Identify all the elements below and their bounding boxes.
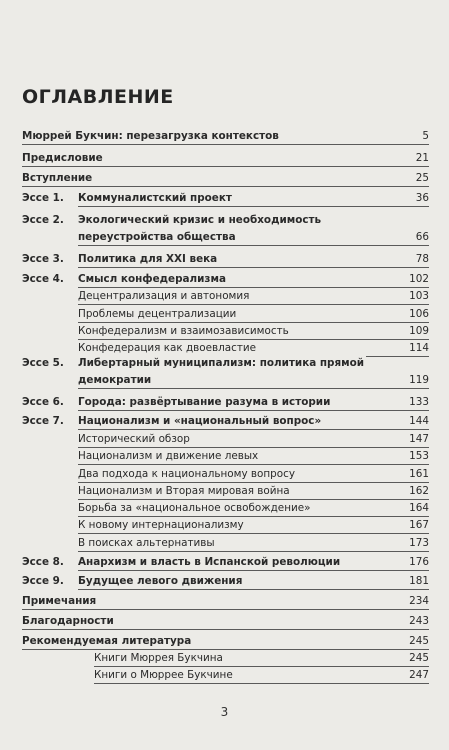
toc-entry bbox=[0, 554, 449, 572]
essay-number: Эссе 8. bbox=[22, 556, 64, 568]
toc-entry-title: Национализм и движение левых bbox=[78, 450, 259, 462]
toc-entry bbox=[0, 633, 449, 651]
toc-entry bbox=[0, 306, 449, 324]
toc-entry-title: Национализм и Вторая мировая война bbox=[78, 485, 290, 497]
toc-entry bbox=[0, 394, 449, 412]
toc-entry-page: 78 bbox=[415, 253, 429, 265]
toc-entry-page: 245 bbox=[409, 635, 429, 647]
leader-line bbox=[78, 551, 429, 552]
toc-entry-title: Анархизм и власть в Испанской революции bbox=[78, 556, 341, 568]
toc-entry bbox=[0, 190, 449, 208]
leader-line bbox=[78, 533, 429, 534]
toc-entry bbox=[0, 372, 449, 390]
toc-entry-page: 103 bbox=[409, 290, 429, 302]
toc-entry-title: Национализм и «национальный вопрос» bbox=[78, 415, 322, 427]
toc-entry-page: 173 bbox=[409, 537, 429, 549]
toc-entry-title: Конфедерация как двоевластие bbox=[78, 342, 257, 354]
toc-entry-page: 161 bbox=[409, 468, 429, 480]
toc-entry-title: Проблемы децентрализации bbox=[78, 308, 237, 320]
toc-entry-page: 164 bbox=[409, 502, 429, 514]
essay-number: Эссе 3. bbox=[22, 253, 64, 265]
toc-entry bbox=[0, 466, 449, 484]
toc-entry bbox=[0, 448, 449, 466]
toc-entry-page: 144 bbox=[409, 415, 429, 427]
leader-line bbox=[22, 186, 429, 187]
toc-entry-page: 36 bbox=[415, 192, 429, 204]
toc-entry-title: переустройства общества bbox=[78, 231, 236, 243]
toc-entry-title: Мюррей Букчин: перезагрузка контекстов bbox=[22, 130, 279, 142]
toc-entry-page: 162 bbox=[409, 485, 429, 497]
toc-entry bbox=[0, 650, 449, 668]
essay-number: Эссе 4. bbox=[22, 273, 64, 285]
toc-entry bbox=[0, 500, 449, 518]
leader-line bbox=[78, 429, 429, 430]
toc-entry-page: 243 bbox=[409, 615, 429, 627]
essay-number: Эссе 9. bbox=[22, 575, 64, 587]
toc-entry-page: 114 bbox=[409, 342, 429, 354]
leader-line bbox=[22, 609, 429, 610]
toc-entry-title: Экологический кризис и необходимость bbox=[78, 214, 322, 226]
toc-entry-page: 106 bbox=[409, 308, 429, 320]
toc-entry bbox=[0, 288, 449, 306]
toc-entry-title: В поисках альтернативы bbox=[78, 537, 215, 549]
toc-entry bbox=[0, 251, 449, 269]
toc-entry bbox=[0, 667, 449, 685]
toc-entry-title: Коммуналистский проект bbox=[78, 192, 232, 204]
leader-line bbox=[22, 144, 429, 145]
toc-entry-title: Книги о Мюррее Букчине bbox=[94, 669, 233, 681]
essay-number: Эссе 2. bbox=[22, 214, 64, 226]
toc-entry-page: 176 bbox=[409, 556, 429, 568]
toc-entry-page: 234 bbox=[409, 595, 429, 607]
leader-line bbox=[22, 166, 429, 167]
toc-entry-title: Борьба за «национальное освобождение» bbox=[78, 502, 311, 514]
leader-line bbox=[94, 683, 429, 684]
toc-entry-title: Примечания bbox=[22, 595, 97, 607]
essay-number: Эссе 6. bbox=[22, 396, 64, 408]
toc-entry bbox=[0, 573, 449, 591]
toc-entry bbox=[0, 229, 449, 247]
toc-entry bbox=[0, 128, 449, 146]
toc-entry-title: Вступление bbox=[22, 172, 93, 184]
leader-line bbox=[78, 206, 429, 207]
leader-line bbox=[78, 388, 429, 389]
toc-entry bbox=[0, 413, 449, 431]
toc-entry-page: 109 bbox=[409, 325, 429, 337]
toc-entry bbox=[0, 517, 449, 535]
toc-entry-title: Конфедерализм и взаимозависимость bbox=[78, 325, 289, 337]
toc-entry-title: Книги Мюррея Букчина bbox=[94, 652, 223, 664]
toc-entry-title: Смысл конфедерализма bbox=[78, 273, 226, 285]
toc-entry-page: 119 bbox=[409, 374, 429, 386]
toc-entry bbox=[0, 170, 449, 188]
toc-entry bbox=[0, 431, 449, 449]
essay-number: Эссе 1. bbox=[22, 192, 64, 204]
toc-entry-page: 153 bbox=[409, 450, 429, 462]
toc-entry bbox=[0, 271, 449, 289]
leader-line bbox=[78, 245, 429, 246]
leader-line bbox=[78, 304, 429, 305]
toc-entry bbox=[0, 355, 449, 373]
toc-entry-title: Благодарности bbox=[22, 615, 114, 627]
toc-entry-title: Политика для XXI века bbox=[78, 253, 218, 265]
toc-entry-page: 102 bbox=[409, 273, 429, 285]
toc-entry-title: Рекомендуемая литература bbox=[22, 635, 192, 647]
toc-entry-page: 247 bbox=[409, 669, 429, 681]
toc-entry-title: К новому интернационализму bbox=[78, 519, 244, 531]
toc-entry-title: Либертарный муниципализм: политика прямой bbox=[78, 357, 365, 369]
toc-entry bbox=[0, 212, 449, 230]
toc-entry bbox=[0, 483, 449, 501]
toc-entry-title: Города: развёртывание разума в истории bbox=[78, 396, 331, 408]
leader-line bbox=[78, 464, 429, 465]
essay-number: Эссе 5. bbox=[22, 357, 64, 369]
page-title: ОГЛАВЛЕНИЕ bbox=[22, 86, 174, 108]
page-number: 3 bbox=[220, 705, 229, 719]
toc-entry bbox=[0, 613, 449, 631]
toc-entry-title: Предисловие bbox=[22, 152, 103, 164]
toc-entry-page: 21 bbox=[415, 152, 429, 164]
toc-entry-title: демократии bbox=[78, 374, 152, 386]
toc-entry-page: 245 bbox=[409, 652, 429, 664]
toc-entry-page: 147 bbox=[409, 433, 429, 445]
toc-entry-page: 25 bbox=[415, 172, 429, 184]
toc-entry bbox=[0, 323, 449, 341]
leader-line bbox=[78, 267, 429, 268]
toc-entry bbox=[0, 150, 449, 168]
toc-entry bbox=[0, 535, 449, 553]
toc-entry-title: Два подхода к национальному вопросу bbox=[78, 468, 295, 480]
toc-entry-title: Децентрализация и автономия bbox=[78, 290, 250, 302]
leader-line bbox=[22, 629, 429, 630]
essay-number: Эссе 7. bbox=[22, 415, 64, 427]
toc-entry-title: Исторический обзор bbox=[78, 433, 190, 445]
leader-line bbox=[78, 570, 429, 571]
leader-line bbox=[78, 410, 429, 411]
toc-entry bbox=[0, 593, 449, 611]
toc-entry-page: 167 bbox=[409, 519, 429, 531]
toc-entry-page: 181 bbox=[409, 575, 429, 587]
toc-entry-title: Будущее левого движения bbox=[78, 575, 243, 587]
toc-entry-page: 5 bbox=[422, 130, 429, 142]
toc-entry-page: 66 bbox=[415, 231, 429, 243]
toc-entry-page: 133 bbox=[409, 396, 429, 408]
leader-line bbox=[78, 589, 429, 590]
